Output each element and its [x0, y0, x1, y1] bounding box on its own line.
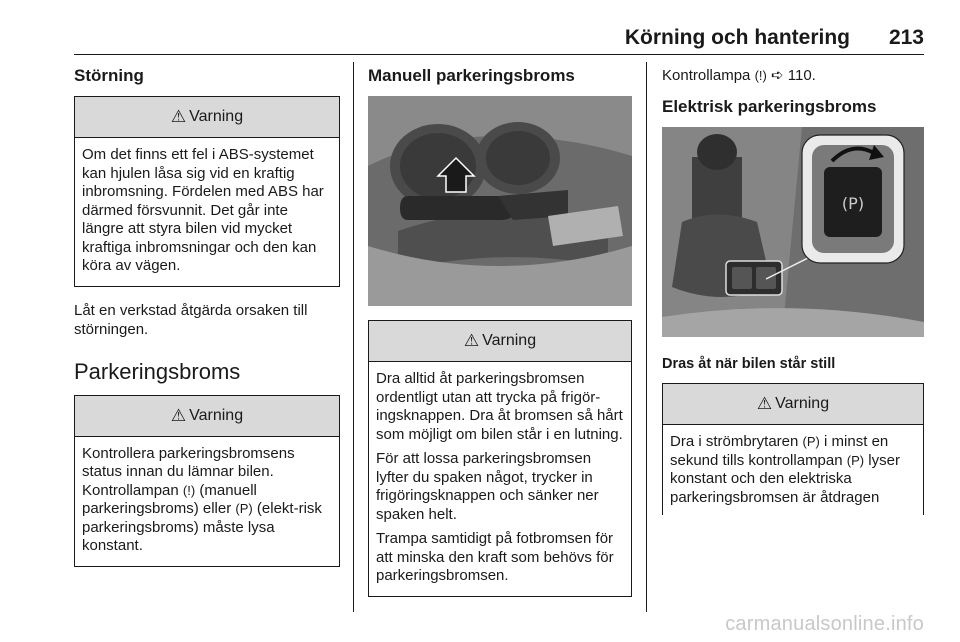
column-3: [662, 64, 924, 515]
svg-text:(P): (P): [841, 194, 865, 213]
warning-header: [75, 97, 339, 138]
manual-brake-lamp-icon: (!): [182, 482, 196, 498]
column-divider-1: [353, 62, 354, 612]
warning-title: Varning: [775, 395, 830, 412]
advice-text: Låt en verkstad åtgärda orsaken till störningen.: [74, 301, 308, 338]
warning-paragraph: Trampa samtidigt på fotbromsen för att minska den kraft som behövs för parkeringsbromsen.: [376, 530, 614, 584]
warning-body: Om det finns ett fel i ABS-systemet kan hjulen låsa sig vid en kraftig inbromsning. Fördelen med ABS har därmed försvunnit. Det går inte längre att styra bilen vid mycket kraftiga inbromsningar och den kan köra av vägen.: [82, 146, 324, 274]
section-heading-storning: Störning: [74, 66, 144, 85]
electric-brake-lamp-icon: (P): [846, 452, 865, 468]
epb-switch-image: [662, 127, 924, 337]
warning-box-electric: [662, 383, 924, 515]
warning-body: Kontrollera parkeringsbromsens status innan du lämnar bilen. Kontrollampan (!) (manuell parkeringsbroms) eller (P) (elekt-risk parkeringsbroms) måste lysa konstant.: [82, 444, 322, 554]
electric-brake-lamp-icon: (P): [802, 434, 820, 449]
column-divider-2: [646, 62, 647, 612]
warning-triangle-icon: ⚠: [756, 394, 773, 413]
section-heading-parkeringsbroms: Parkeringsbroms: [74, 358, 241, 384]
chapter-title: Körning och hantering: [624, 26, 850, 49]
handbrake-lever-image: [368, 96, 632, 306]
watermark: carmanualsonline.info: [725, 613, 924, 635]
page-number: 213: [888, 26, 924, 49]
warning-triangle-icon: ⚠: [463, 331, 480, 350]
warning-title: Varning: [189, 108, 244, 125]
warning-box-abs: [74, 96, 340, 287]
warning-header: [369, 321, 631, 362]
manual-parking-brake-illustration: [368, 96, 632, 306]
warning-triangle-icon: ⚠: [170, 107, 187, 126]
electric-brake-lamp-icon: (P): [235, 501, 253, 516]
electric-parking-brake-illustration: [662, 127, 924, 337]
header-rule: [74, 54, 924, 55]
warning-paragraph: Dra alltid åt parkeringsbromsen ordentligt utan att trycka på frigör-ingsknappen. Dra åt bromsen så hårt som möjligt om bilen står i en lutning.: [376, 370, 623, 443]
manual-brake-lamp-icon: (!): [754, 68, 767, 83]
warning-header: [75, 396, 339, 437]
warning-header: [663, 384, 923, 425]
column-1: [74, 64, 340, 567]
section-heading-elektrisk: Elektrisk parkeringsbroms: [662, 97, 877, 116]
subheading-stilla: Dras åt när bilen står still: [662, 356, 836, 372]
warning-title: Varning: [482, 332, 537, 349]
warning-body: Dra i strömbrytaren (P) i minst en sekund tills kontrollampan (P) lyser konstant och den elektriska parkeringsbromsen är åtdragen: [670, 433, 900, 506]
column-2: [368, 64, 632, 597]
page-ref-arrow-icon: ➪: [771, 67, 784, 84]
warning-triangle-icon: ⚠: [170, 405, 187, 425]
warning-body: [369, 362, 631, 596]
section-heading-manuell: Manuell parkeringsbroms: [368, 66, 575, 85]
warning-title: Varning: [189, 406, 244, 424]
warning-paragraph: För att lossa parkeringsbromsen lyfter du spaken något, trycker in frigöringsknappen och sänker ner spaken helt.: [376, 450, 599, 523]
lamp-reference: Kontrollampa (!) ➪ 110.: [662, 67, 816, 84]
warning-box-parking: [74, 395, 340, 567]
warning-box-manual: [368, 320, 632, 597]
